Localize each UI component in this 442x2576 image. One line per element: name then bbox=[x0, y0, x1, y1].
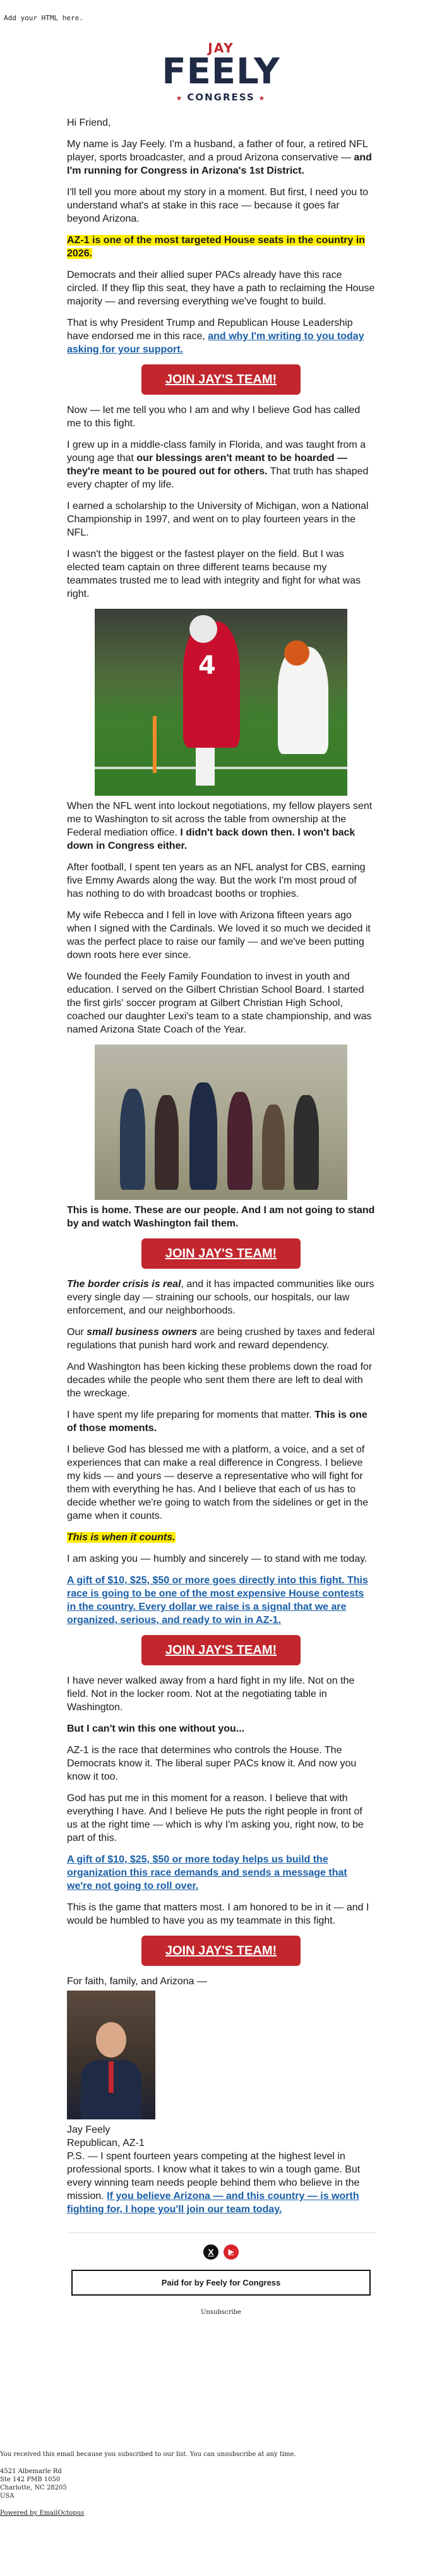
lockout-text: When the NFL went into lockout negotiations, my fellow players sent me to Washington to sit across the table from ownership at the Federal mediation office. bbox=[67, 801, 373, 838]
democrats-paragraph: Democrats and their allied super PACs already have this race circled. If they flip this seat, they have a path to reclaiming the House majority — and reversing everything we've fought to build. bbox=[67, 270, 375, 307]
targeted-seat-highlight bbox=[67, 234, 375, 260]
signature-name: Jay Feely bbox=[67, 2124, 110, 2135]
helmet-shape bbox=[189, 615, 217, 643]
postscript-text: P.S. — I spent fourteen years competing at the highest level in professional sports. I know what it takes to win a tough game. But every winning team needs people behind them who believe in the mission. bbox=[67, 2151, 361, 2202]
intro-emphasis: and I'm running for Congress in Arizona's 1st District. bbox=[67, 152, 372, 176]
defender-helmet bbox=[284, 640, 309, 666]
border-text: , and it has impacted communities like ours every single day — straining our schools, our hospitals, our law enforcement, and our neighborhoods. bbox=[67, 1279, 374, 1316]
highlight-text: AZ-1 is one of the most targeted House seats in the country in 2026. bbox=[67, 235, 366, 259]
moments-emphasis: This is one of those moments. bbox=[67, 1410, 367, 1434]
yard-line bbox=[95, 767, 347, 769]
join-team-button[interactable]: JOIN JAY'S TEAM! bbox=[141, 1238, 301, 1269]
cta-wrapper bbox=[67, 1238, 375, 1269]
home-paragraph bbox=[67, 1204, 375, 1230]
game-paragraph: This is the game that matters most. I am honored to be in it — and I would be humbled to have you as my teammate in this fight. bbox=[67, 1902, 369, 1926]
family-member bbox=[262, 1105, 285, 1190]
intro-text: My name is Jay Feely. I'm a husband, a father of four, a retired NFL player, sports broadcaster, and a proud Arizona conservative — bbox=[67, 139, 368, 163]
powered-by-link[interactable]: Powered by EmailOctopus bbox=[0, 2510, 85, 2517]
address-line: Charlotte, NC 28205 bbox=[0, 2484, 67, 2491]
gift-paragraph-2 bbox=[67, 1853, 375, 1893]
email-footer bbox=[67, 2232, 375, 2319]
cta-wrapper bbox=[67, 364, 375, 395]
family-photo bbox=[95, 1045, 347, 1200]
arizona-family-paragraph: My wife Rebecca and I fell in love with Arizona fifteen years ago when I signed with the Cardinals. We loved it so much we decided it was the perfect place to raise our family — and we've been putting down roots here ever since. bbox=[67, 910, 371, 961]
star-icon: ★ bbox=[254, 94, 266, 102]
campaign-logo bbox=[67, 42, 375, 105]
pylon bbox=[153, 716, 157, 773]
cant-win-paragraph bbox=[67, 1722, 375, 1735]
join-team-button[interactable]: JOIN JAY'S TEAM! bbox=[141, 1936, 301, 1966]
small-business-paragraph bbox=[67, 1326, 375, 1352]
upbringing-text-end: That truth has shaped every chapter of my life. bbox=[67, 466, 369, 490]
control-house-paragraph: AZ-1 is the race that determines who controls the House. The Democrats know it. The liberal super PACs know it. And now you know it too. bbox=[67, 1745, 357, 1782]
ask-paragraph: I am asking you — humbly and sincerely — to stand with me today. bbox=[67, 1554, 367, 1564]
cta-wrapper bbox=[67, 1936, 375, 1966]
family-member bbox=[155, 1095, 179, 1190]
football-photo bbox=[95, 609, 347, 796]
small-business-prefix: Our bbox=[67, 1327, 87, 1338]
mailing-address bbox=[0, 2467, 442, 2500]
preheader-text: Add your HTML here. bbox=[4, 14, 83, 22]
cbs-paragraph: After football, I spent ten years as an NFL analyst for CBS, earning five Emmy Awards along the way. But the work I'm most proud of has nothing to do with broadcast booths or trophies. bbox=[67, 862, 366, 899]
address-line: USA bbox=[0, 2493, 15, 2500]
star-icon: ★ bbox=[176, 94, 188, 102]
x-icon[interactable]: X bbox=[203, 2244, 218, 2260]
paid-for-disclaimer: Paid for by Feely for Congress bbox=[71, 2270, 371, 2296]
join-team-button[interactable]: JOIN JAY'S TEAM! bbox=[141, 1635, 301, 1665]
lockout-paragraph bbox=[67, 800, 375, 853]
intro-paragraph bbox=[67, 138, 375, 177]
social-links bbox=[67, 2244, 375, 2260]
powered-by bbox=[0, 2509, 442, 2517]
signoff: For faith, family, and Arizona — bbox=[67, 1976, 208, 1987]
small-business-emphasis: small business owners bbox=[87, 1327, 198, 1338]
jersey-number: 4 bbox=[198, 651, 216, 680]
postscript bbox=[67, 2150, 375, 2216]
cta-wrapper bbox=[67, 1635, 375, 1665]
gift-paragraph bbox=[67, 1574, 375, 1627]
legal-footer bbox=[0, 2450, 442, 2517]
support-link[interactable]: and why I'm writing to you today asking for your support. bbox=[67, 331, 364, 355]
border-paragraph bbox=[67, 1278, 375, 1317]
home-emphasis: This is home. These are our people. And I am not going to stand by and watch Washington fail them. bbox=[67, 1205, 375, 1229]
cant-win-emphasis: But I can't win this one without you... bbox=[67, 1723, 245, 1734]
lockout-emphasis: I didn't back down then. I won't back down in Congress either. bbox=[67, 827, 355, 851]
small-business-text: are being crushed by taxes and federal regulations that punish hard work and reward dependency. bbox=[67, 1327, 375, 1351]
upbringing-paragraph bbox=[67, 438, 375, 491]
moments-paragraph bbox=[67, 1408, 375, 1435]
moments-text: I have spent my life preparing for moments that matter. bbox=[67, 1410, 315, 1420]
family-member bbox=[294, 1095, 319, 1190]
address-line: Ste 142 PMB 1050 bbox=[0, 2476, 61, 2483]
endorsement-paragraph bbox=[67, 316, 375, 356]
legal-notice: You received this email because you subscribed to our list. You can unsubscribe at any time. bbox=[0, 2451, 296, 2458]
player-silhouette bbox=[183, 621, 240, 748]
counts-highlight bbox=[67, 1531, 375, 1544]
youtube-icon[interactable]: ▶ bbox=[224, 2244, 239, 2260]
family-member bbox=[189, 1082, 217, 1190]
gift-link-2[interactable]: A gift of $10, $25, $50 or more today helps us build the organization this race demands and sends a message that we're not going to roll over. bbox=[67, 1854, 347, 1891]
washington-paragraph: And Washington has been kicking these problems down the road for decades while the people who sent them there are left to deal with the wreckage. bbox=[67, 1362, 373, 1399]
greeting: Hi Friend, bbox=[67, 117, 111, 128]
candidate-tie bbox=[109, 2061, 114, 2093]
join-team-button[interactable]: JOIN JAY'S TEAM! bbox=[141, 364, 301, 395]
unsubscribe-link[interactable]: Unsubscribe bbox=[201, 2309, 241, 2316]
logo-last-name: FEELY bbox=[162, 51, 280, 92]
endorsement-text: That is why President Trump and Republican House Leadership have endorsed me in this race, bbox=[67, 318, 353, 342]
postscript-link[interactable]: If you believe Arizona — and this country — is worth fighting for, I hope you'll join our team today. bbox=[67, 2191, 359, 2215]
family-member bbox=[120, 1089, 145, 1190]
foundation-paragraph: We founded the Feely Family Foundation to invest in youth and education. I served on the Gilbert Christian School Board. I started the first girls' soccer program at Gilbert Christian High School, coached our daughter Lexi's team to a state championship, and was named Arizona State Coach of the Year. bbox=[67, 971, 372, 1035]
scholarship-paragraph: I earned a scholarship to the University of Michigan, won a National Championship in 1997, and went on to play fourteen years in the NFL. bbox=[67, 501, 369, 538]
email-body bbox=[67, 42, 375, 2319]
upbringing-text: I grew up in a middle-class family in Florida, and was taught from a young age that bbox=[67, 440, 366, 464]
logo-first-name: JAY bbox=[208, 40, 234, 56]
never-walked-paragraph: I have never walked away from a hard fight in my life. Not on the field. Not in the locker room. Not at the negotiating table in Washington. bbox=[67, 1675, 355, 1713]
family-member bbox=[227, 1092, 253, 1190]
blessed-paragraph: I believe God has blessed me with a platform, a voice, and a set of experiences that can make a real difference in Congress. I believe my kids — and yours — deserve a representative who will fight for them with everything he has. And I believe that each of us has to decide whether we're going to watch from the sidelines or get in the game when it counts. bbox=[67, 1444, 369, 1521]
border-emphasis: The border crisis is real bbox=[67, 1279, 181, 1290]
god-moment-paragraph: God has put me in this moment for a reason. I believe that with everything I have. And I believe He puts the right people in front of us at the right time — which is why I'm asking you, right now, to be part of this. bbox=[67, 1793, 364, 1843]
counts-text: This is when it counts. bbox=[67, 1532, 176, 1543]
candidate-photo bbox=[67, 1991, 155, 2119]
calling-paragraph: Now — let me tell you who I am and why I believe God has called me to this fight. bbox=[67, 405, 361, 429]
gift-link[interactable]: A gift of $10, $25, $50 or more goes directly into this fight. This race is going to be one of the most expensive House contests in the country. Every dollar we raise is a signal that we are organized, serious, and ready to win in AZ-1. bbox=[67, 1575, 368, 1626]
logo-office bbox=[67, 91, 375, 105]
upbringing-emphasis: our blessings aren't meant to be hoarded — they're meant to be poured out for others. bbox=[67, 453, 347, 477]
signature-title: Republican, AZ-1 bbox=[67, 2138, 145, 2148]
address-line: 4521 Albemarle Rd bbox=[0, 2468, 62, 2475]
captain-paragraph: I wasn't the biggest or the fastest player on the field. But I was elected team captain on three different teams because my teammates trusted me to lead with integrity and fight for what was right. bbox=[67, 549, 361, 599]
stakes-paragraph: I'll tell you more about my story in a moment. But first, I need you to understand what's at stake in this race — because it goes far beyond Arizona. bbox=[67, 187, 369, 224]
candidate-head bbox=[96, 2022, 126, 2058]
logo-office-label: CONGRESS bbox=[187, 92, 255, 103]
